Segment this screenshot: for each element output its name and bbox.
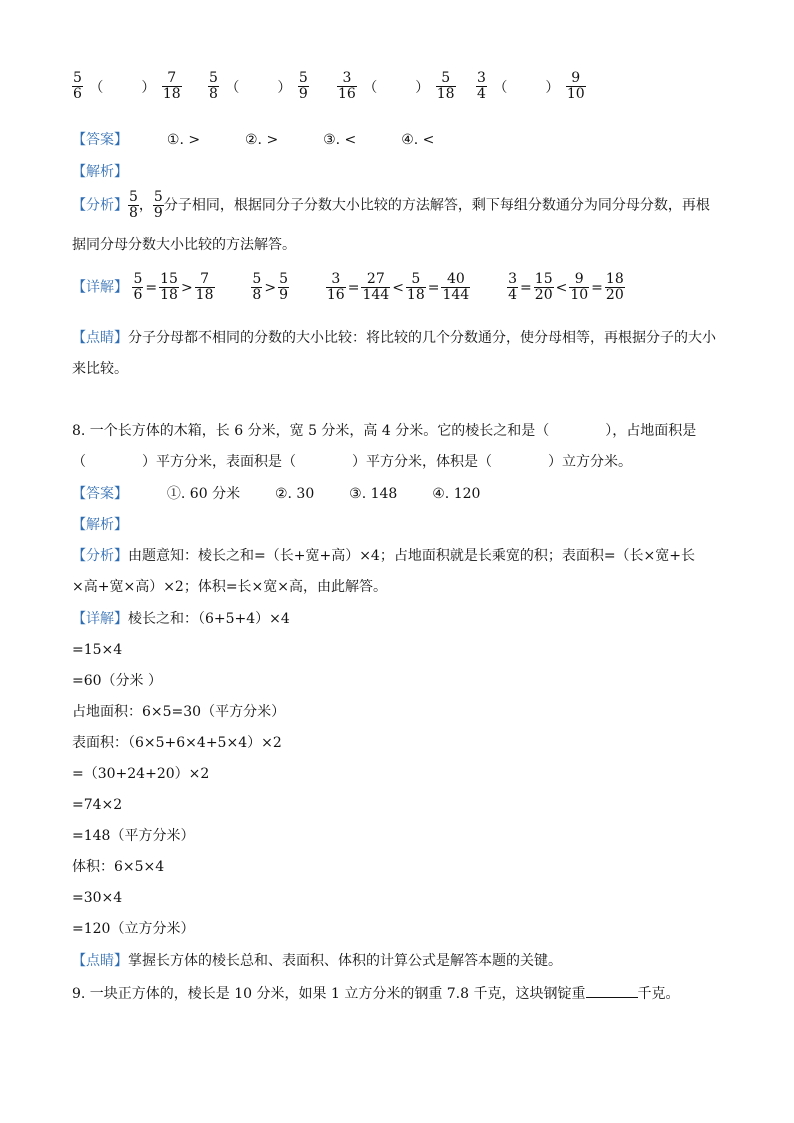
fraction: $\frac{5}{8}$: [209, 70, 218, 102]
q7-answer: 【答案】 ①. > ②. > ③. < ④. <: [72, 132, 435, 148]
q8-detail-line: =15×4: [72, 642, 123, 658]
q7-detail: 【详解】 $\frac{5}{6}$ = $\frac{15}{18}$ > $\frac{7}{18}$ $\frac{5}{8}$ > $\frac{5}{9}$ $\frac{3}{16}$ = $\frac{27}{144}$ < $\frac{5}{18}$ = $\frac{40}{144}$ $\frac{3}{4}$ = $\frac{15}{20}$ < $\frac{9}{10}$ = $\frac{18}{20}$: [72, 271, 624, 303]
detail-group-4: $\frac{3}{4}$ = $\frac{15}{20}$ < $\frac{9}{10}$ = $\frac{18}{20}$: [508, 271, 624, 303]
fraction: $\frac{5}{9}$: [298, 70, 308, 102]
q7-analysis-line2: 据同分母分数大小比较的方法解答。: [72, 237, 296, 253]
q8-detail-line: =60（分米 ）: [72, 673, 162, 689]
q8-detail-line: 表面积：（6×5+6×4+5×4）×2: [72, 735, 282, 751]
comparison-item-4: $\frac{3}{4}$ （ ） $\frac{9}{10}$: [477, 70, 585, 102]
fraction: $\frac{5}{6}$: [73, 70, 82, 102]
fraction: $\frac{5}{9}$: [153, 189, 163, 221]
fraction: $\frac{9}{10}$: [566, 70, 585, 102]
q7-tip-line2: 来比较。: [72, 361, 128, 377]
q7-analysis: 【分析】 $\frac{5}{8}$ ， $\frac{5}{9}$ 分子相同，根据同分子分数大小比较的方法解答，剩下每组分数通分为同分母分数，再根: [72, 189, 710, 221]
detail-group-3: $\frac{3}{16}$ = $\frac{27}{144}$ < $\frac{5}{18}$ = $\frac{40}{144}$: [326, 271, 470, 303]
q8-detail-line: =74×2: [72, 797, 123, 813]
fraction: $\frac{5}{18}$: [436, 70, 455, 102]
q8-detail-line: 【详解】棱长之和：（6+5+4）×4: [72, 611, 290, 627]
q8-detail-line: =30×4: [72, 890, 123, 906]
q8-detail-line: =（30+24+20）×2: [72, 766, 210, 782]
q8-question-line2: （ ）平方分米，表面积是（ ）平方分米，体积是（ ）立方分米。: [72, 454, 632, 470]
detail-group-2: $\frac{5}{8}$ > $\frac{5}{9}$: [252, 271, 288, 303]
comparison-item-1: $\frac{5}{6}$ （ ） $\frac{7}{18}$: [73, 70, 181, 102]
comparison-item-2: $\frac{5}{8}$ （ ） $\frac{5}{9}$: [209, 70, 308, 102]
q8-answer: 【答案】 ①. 60 分米 ②. 30 ③. 148 ④. 120: [72, 486, 481, 502]
q8-detail-line: =148（平方分米）: [72, 828, 195, 844]
q7-jiexi-tag: 【解析】: [72, 164, 128, 180]
comparison-item-3: $\frac{3}{16}$ （ ） $\frac{5}{18}$: [338, 70, 455, 102]
fraction: $\frac{3}{16}$: [338, 70, 356, 102]
q9-question: 9. 一块正方体的，棱长是 10 分米，如果 1 立方分米的钢重 7.8 千克，这块钢锭重 千克。: [72, 986, 680, 1002]
q8-tip: 【点睛】掌握长方体的棱长总和、表面积、体积的计算公式是解答本题的关键。: [72, 953, 562, 969]
answer-blank[interactable]: [586, 996, 638, 998]
q8-analysis: 【分析】由题意知：棱长之和=（长+宽+高）×4；占地面积就是长乘宽的积；表面积=（长×宽+长: [72, 548, 696, 564]
q8-analysis-line2: ×高+宽×高）×2；体积=长×宽×高，由此解答。: [72, 579, 388, 595]
q8-jiexi-tag: 【解析】: [72, 517, 128, 533]
fraction: $\frac{7}{18}$: [162, 70, 181, 102]
fraction: $\frac{3}{4}$: [477, 70, 486, 102]
fraction: $\frac{5}{8}$: [129, 189, 138, 221]
q8-question-line1: 8. 一个长方体的木箱，长 6 分米，宽 5 分米，高 4 分米。它的棱长之和是（ ），占地面积是: [72, 423, 697, 439]
q8-detail-line: 体积：6×5×4: [72, 859, 165, 875]
q8-detail-line: 占地面积：6×5=30（平方分米）: [72, 704, 286, 720]
q7-tip: 【点睛】分子分母都不相同的分数的大小比较：将比较的几个分数通分，使分母相等，再根据分子的大小: [72, 330, 716, 346]
q8-detail-line: =120（立方分米）: [72, 921, 195, 937]
detail-group-1: $\frac{5}{6}$ = $\frac{15}{18}$ > $\frac{7}{18}$: [133, 271, 214, 303]
